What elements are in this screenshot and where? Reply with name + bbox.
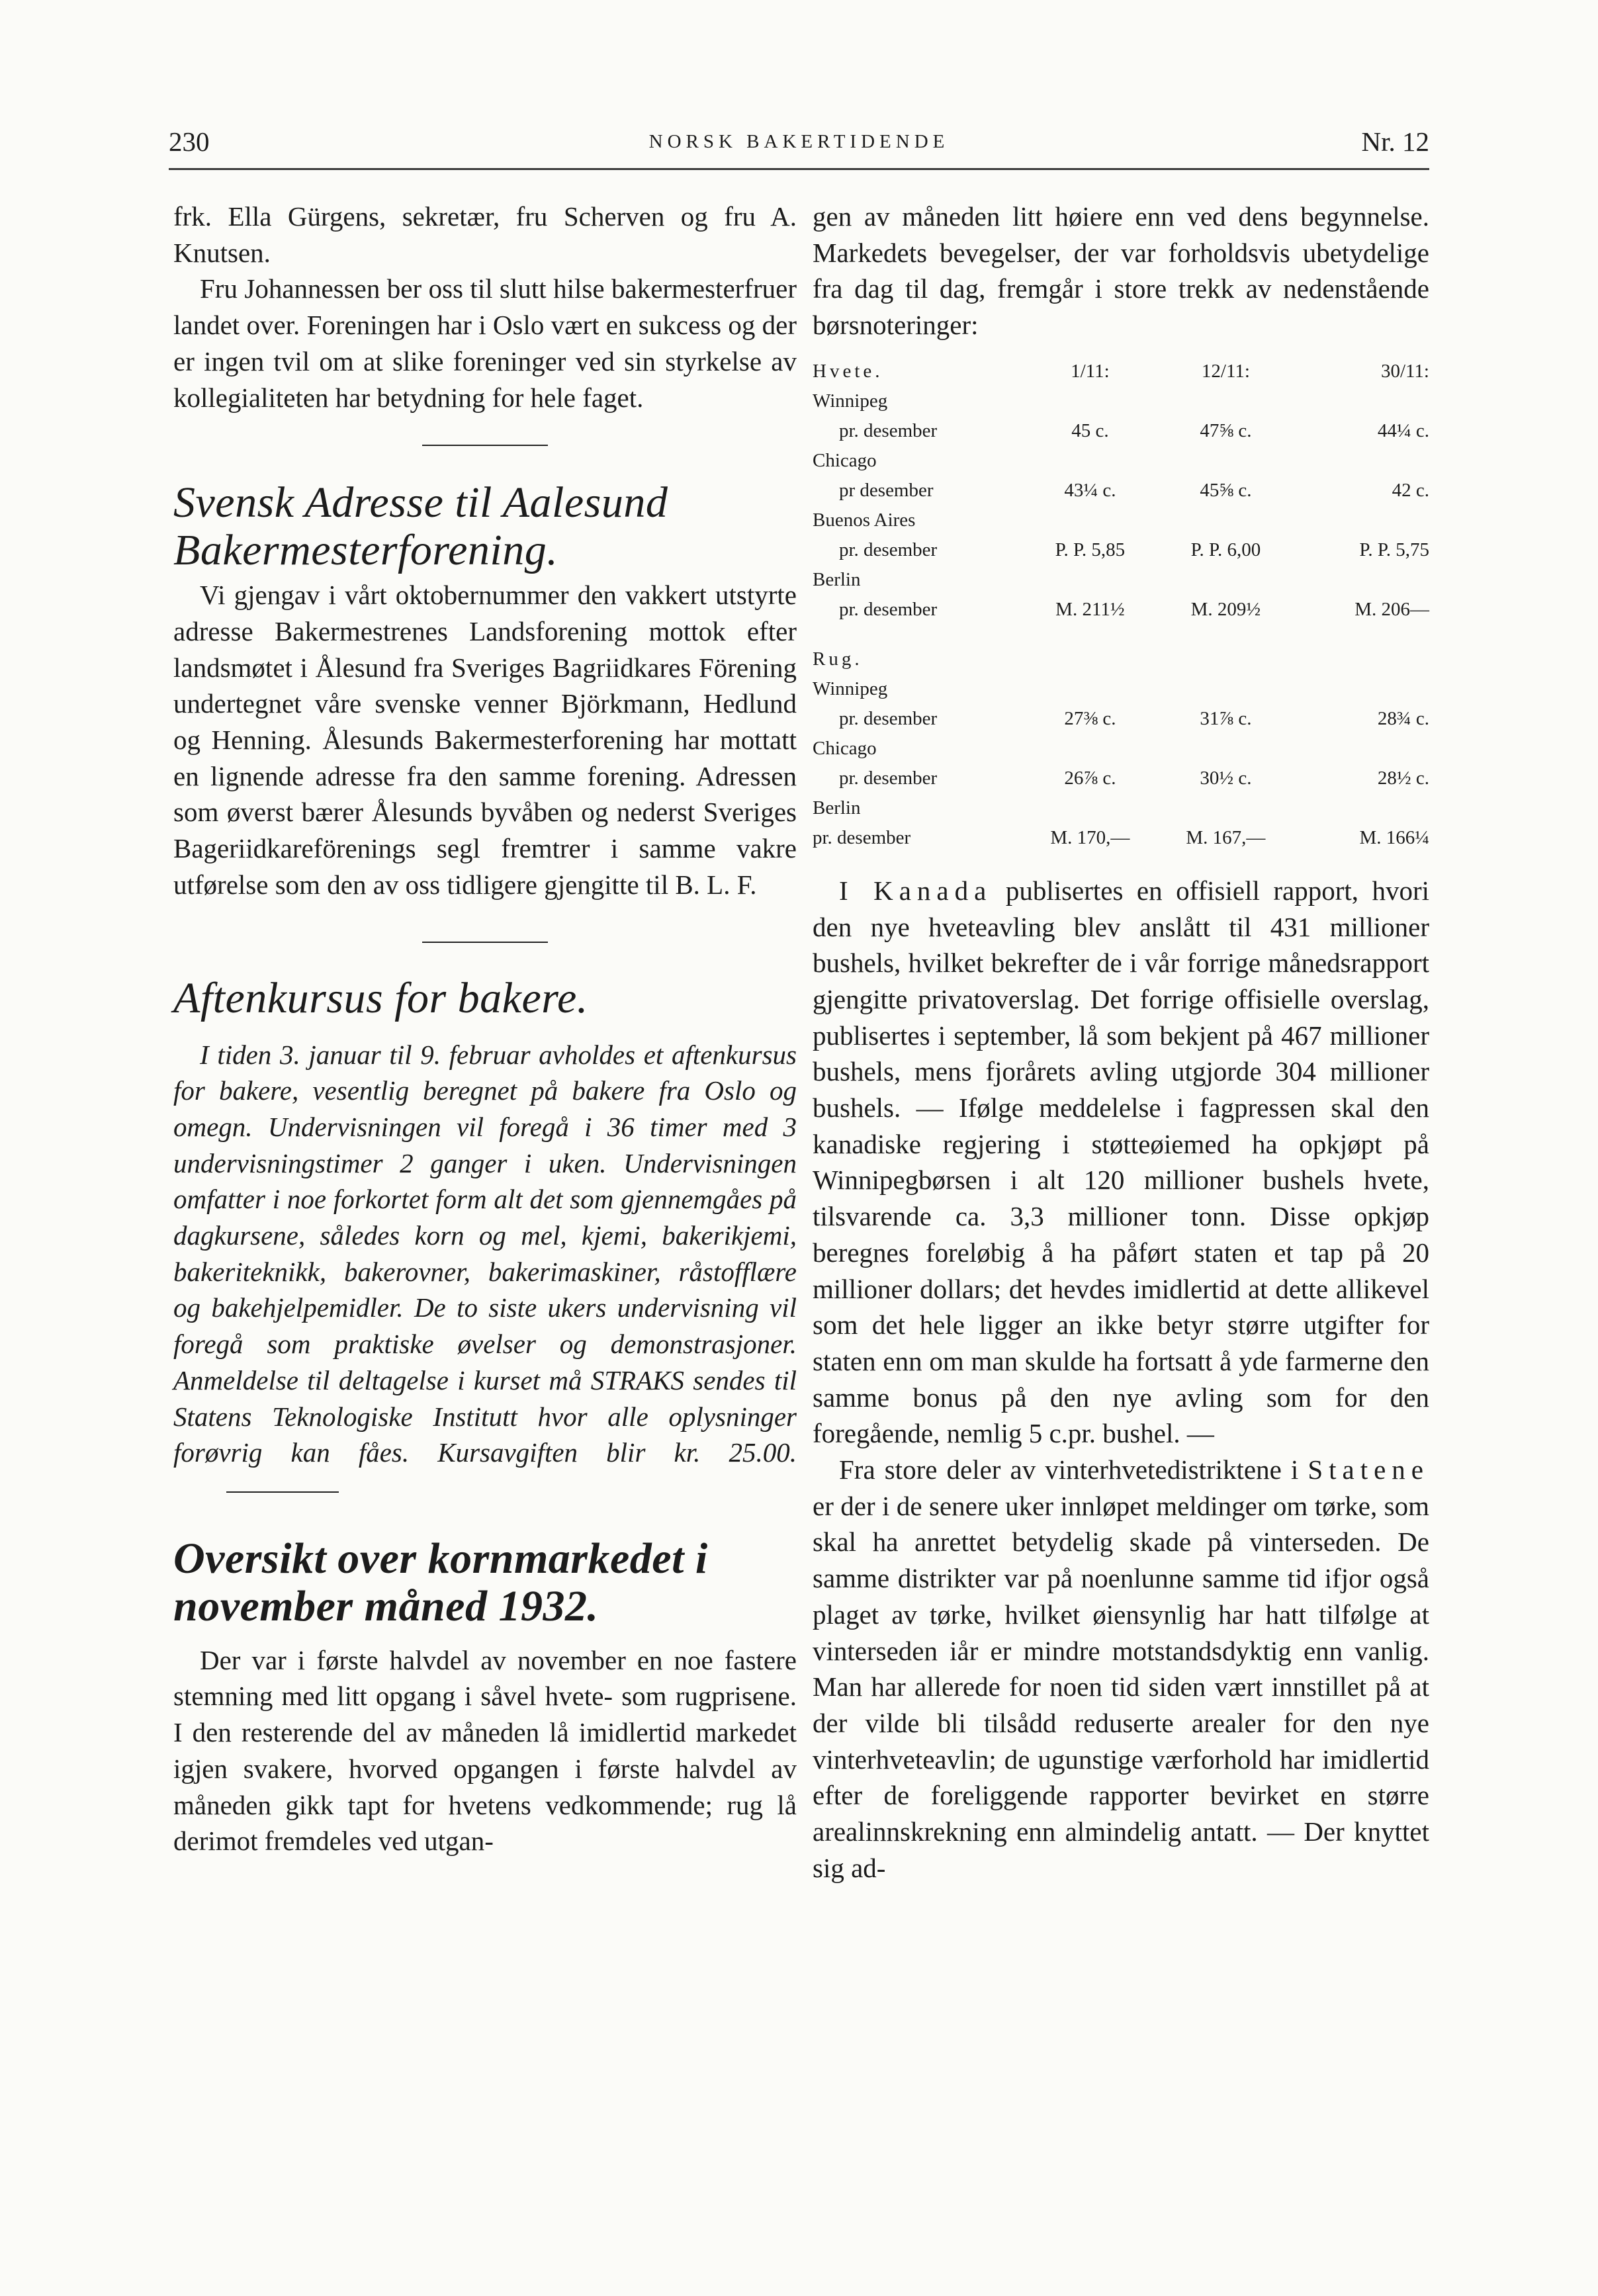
table-cell: 28¾ c. [1377,707,1429,729]
heading-svensk-adresse: Svensk Adresse til Aalesund Bakermesterforening. [173,478,668,575]
table-row-label: pr. desember [839,539,938,560]
table-group-rug: Rug. [813,648,863,670]
table-place: Berlin [813,797,861,818]
table-cell: P. P. 6,00 [1190,539,1261,560]
statene-paragraph [813,1452,1429,1886]
table-cell: 47⅝ c. [1200,419,1252,441]
table-place: Berlin [813,568,861,590]
table-col-header: 1/11: [1071,360,1110,382]
statene-lead: Statene [1308,1454,1429,1485]
table-row-label: pr desember [839,479,934,501]
table-cell: 27⅜ c. [1064,707,1116,729]
statene-text-c: er der i de senere uker innløpet meldinger om tørke, som skal ha anrettet betydelig skade på vinterseden. De samme distrikter var på noenlunne samme tid ifjor også plaget av tørke, hvilket øiensynlig har hatt tilfølge at vinterseden iår er mindre motstandsdyktig enn vanlig. Man har allerede for noen tid siden vært innstillet på at der vilde bli tilsådd reduserte arealer for den nye vinterhveteavlin; de ugunstige værforhold har imidlertid efter de foreliggende rapporter bevirket en større arealinnskrekning enn almindelig antatt. — Der knyttet sig ad- [813,1490,1429,1883]
table-row-label: pr. desember [839,707,938,729]
table-place: Chicago [813,737,877,759]
table-row-label: pr. desember [813,826,911,848]
table-row-label: pr. desember [839,598,938,620]
table-cell: M. 211½ [1055,598,1125,620]
adresse-paragraph: Vi gjengav i vårt oktobernummer den vakkert utstyrte adresse Bakermestrenes Landsforening mottok efter landsmøtet i Ålesund fra Sveriges Bagriidkares Förening undertegnet våre svenske venner Björkmann, Hedlund og Henning. Ålesunds Bakermesterforening har mottatt en lignende adresse fra den samme forening. Adressen som øverst bærer Ålesunds byvåben og nederst Sveriges Bageriidkareförenings segl fremtrer i samme vakre utførelse som den av oss tidligere gjengitte til B. L. F. [173,580,797,900]
table-cell: 31⅞ c. [1200,707,1252,729]
table-cell: 28½ c. [1377,767,1429,789]
page-number: 230 [169,126,210,157]
table-cell: M. 206— [1354,598,1429,620]
table-cell: 30½ c. [1200,767,1252,789]
table-cell: 44¼ c. [1377,419,1429,441]
statene-text-a: Fra store deler av vinterhvetedistriktene i [839,1454,1299,1485]
table-cell: 42 c. [1392,479,1429,501]
page-header [169,126,1429,172]
kanada-paragraph [813,873,1429,1452]
aftenkursus-block [173,1037,797,1507]
aftenkursus-text: I tiden 3. januar til 9. februar avholdes et aftenkursus for bakere, vesentlig beregnet på bakere fra Oslo og omegn. Undervisningen vil foregå i 36 timer med 3 undervisningstimer 2 ganger i uken. Undervisningen omfatter i noe forkortet form alt det som gjennemgåes på dagkursene, således korn og mel, kjemi, bakerikjemi, bakeriteknikk, bakerovner, bakerimaskiner, råstofflære og bakehjelpemidler. De to siste ukers undervisning vil foregå som praktiske øvelser og demonstrasjoner. Anmeldelse til deltagelse i kurset må STRAKS sendes til Statens Teknologiske Institutt hvor alle oplysninger forøvrig kan fåes. Kursavgiften blir kr. 25.00. [173,1039,797,1468]
journal-title: NORSK BAKERTIDENDE [648,131,950,152]
table-place: Buenos Aires [813,509,916,531]
issue-number: Nr. 12 [1361,126,1429,157]
kanada-lead: I Kanada [839,875,993,906]
heading-aftenkursus: Aftenkursus for bakere. [173,973,588,1022]
table-place: Winnipeg [813,678,888,699]
oversikt-paragraph: Der var i første halvdel av november en noe fastere stemning med litt opgang i såvel hvete- som rugprisene. I den resterende del av måneden lå imidlertid markedet igjen svakere, hvorved opgangen i første halvdel av måneden gikk tapt for hvetens vedkommende; rug lå derimot fremdeles ved utgan- [173,1644,797,1857]
table-cell: P. P. 5,85 [1055,539,1126,560]
table-place: Chicago [813,449,877,471]
table-cell: 26⅞ c. [1064,767,1116,789]
table-cell: P. P. 5,75 [1359,539,1429,560]
table-group-hvete: Hvete. [813,360,883,382]
header-rule [169,168,1429,170]
right-column [813,199,1429,1886]
table-place: Winnipeg [813,390,888,412]
table-col-header: 12/11: [1201,360,1250,382]
table-cell: M. 167,— [1186,826,1266,848]
continued-paragraph: gen av måneden litt høiere enn ved dens begynnelse. Markedets bevegelser, der var forholdsvis ubetydelige fra dag til dag, fremgår i store trekk av nedenstående børsnoteringer: [813,201,1429,341]
table-cell: M. 166¼ [1359,826,1429,848]
kanada-text: publisertes en offisiell rapport, hvori den nye hveteavling blev anslått til 431 millioner bushels, hvilket bekrefter de i vår forrige månedsrapport gjengitte privatoverslag. Det forrige offisielle overslag, publisertes i september, lå som bekjent på 467 millioner bushels, mens fjorårets avling utgjorde 304 millioner bushels. — Ifølge meddelelse i fagpressen skal den kanadiske regjering i støtteøiemed ha opkjøpt på Winnipegbørsen i alt 120 millioner bushels hvete, tilsvarende ca. 3,3 millioner tonn. Disse opkjøp beregnes foreløbig å ha påført staten et tap på 20 millioner dollars; det hevdes imidlertid at dette allikevel som det hele ligger an ikke betyr større utgifter for staten enn om man skulde ha fortsatt å yde farmerne den samme bonus på den nye avling som for den foregående, nemlig 5 c.pr. bushel. — [813,875,1430,1449]
table-col-header: 30/11: [1380,360,1429,382]
intro-paragraph-1: frk. Ella Gürgens, sekretær, fru Scherven og fru A. Knutsen. [173,201,797,268]
table-cell: 45 c. [1071,419,1109,441]
market-table [813,357,1429,853]
table-cell: 45⅝ c. [1200,479,1252,501]
table-cell: M. 170,— [1050,826,1130,848]
table-cell: M. 209½ [1190,598,1261,620]
table-cell: 43¼ c. [1064,479,1116,501]
heading-oversikt: Oversikt over kornmarkedet i november måned 1932. [173,1534,708,1630]
table-row-label: pr. desember [839,767,938,789]
aftenkursus-paragraph [173,1037,797,1507]
section-divider [226,1491,339,1493]
intro-paragraph-2: Fru Johannessen ber oss til slutt hilse bakermesterfruer landet over. Foreningen har i Oslo vært en sukcess og der er ingen tvil om at slike foreninger ved sin styrkelse av kollegialiteten har betydning for hele faget. [173,273,797,413]
left-column [173,199,797,1859]
table-row-label: pr. desember [839,419,938,441]
